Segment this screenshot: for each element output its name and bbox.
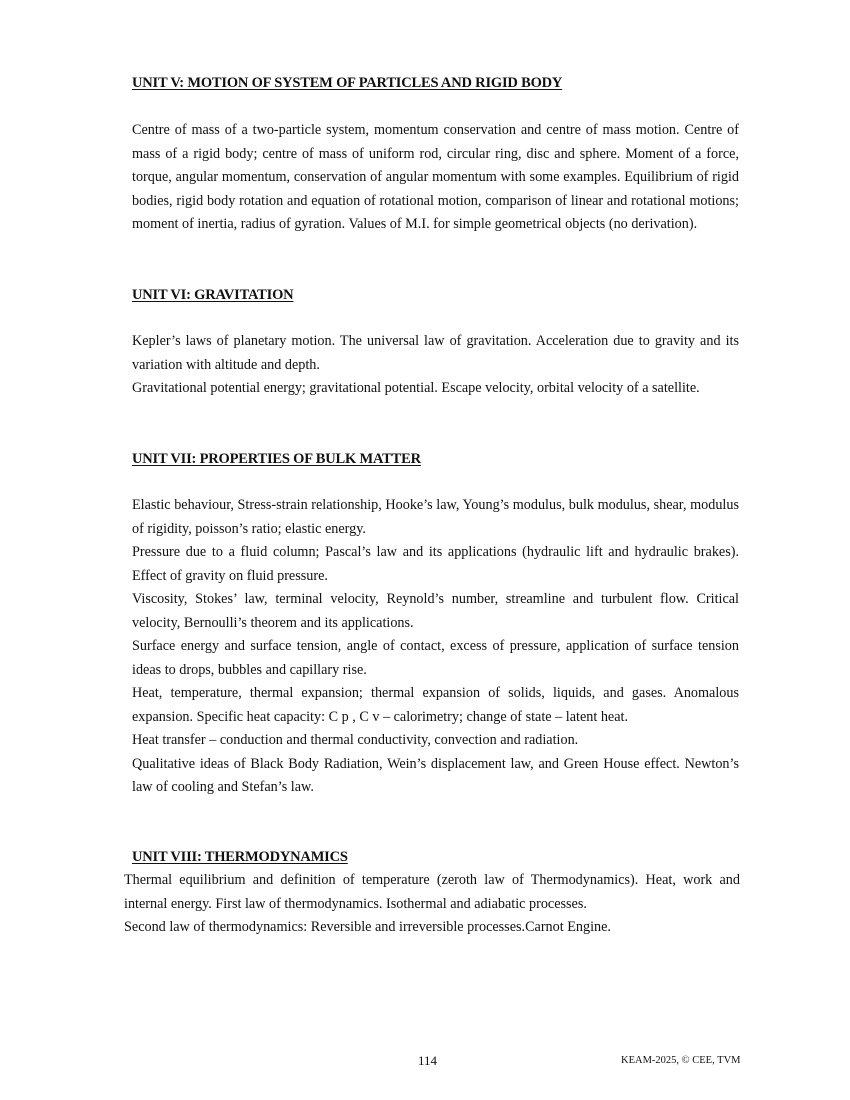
- unit-vii-paragraph-2: Pressure due to a fluid column; Pascal’s law and its applications (hydraulic lift and hydraulic brakes). Effect of gravity on fluid pressure.: [132, 544, 739, 584]
- unit-vii-paragraph-1: Elastic behaviour, Stress-strain relationship, Hooke’s law, Young’s modulus, bulk modulus, shear, modulus of rigidity, poisson’s ratio; elastic energy.: [132, 497, 739, 537]
- unit-viii-heading: UNIT VIII: THERMODYNAMICS: [132, 849, 348, 865]
- unit-v-paragraph-1: Centre of mass of a two-particle system, momentum conservation and centre of mass motion. Centre of mass of a rigid body; centre of mass of uniform rod, circular ring, disc and sphere. Moment of a force, torque, angular momentum, conservation of angular momentum with some examples. Equilibrium of rigid bodies, rigid body rotation and equation of rotational motion, comparison of linear and rotational motions; moment of inertia, radius of gyration. Values of M.I. for simple geometrical objects (no derivation).: [132, 122, 739, 232]
- unit-v-heading: UNIT V: MOTION OF SYSTEM OF PARTICLES AND RIGID BODY: [132, 75, 563, 91]
- unit-vi-heading: UNIT VI: GRAVITATION: [132, 287, 294, 303]
- unit-vii-paragraph-3: Viscosity, Stokes’ law, terminal velocity, Reynold’s number, streamline and turbulent flow. Critical velocity, Bernoulli’s theorem and its applications.: [132, 591, 739, 631]
- unit-viii-paragraph-2: Second law of thermodynamics: Reversible and irreversible processes.Carnot Engine.: [124, 919, 611, 935]
- unit-vii-body: [132, 494, 739, 800]
- unit-vii-paragraph-7: Qualitative ideas of Black Body Radiation, Wein’s displacement law, and Green House effect. Newton’s law of cooling and Stefan’s law.: [132, 755, 739, 795]
- unit-vi-paragraph-2: Gravitational potential energy; gravitational potential. Escape velocity, orbital velocity of a satellite.: [132, 380, 700, 396]
- unit-v-body: [132, 119, 739, 237]
- unit-viii-body: [124, 869, 740, 940]
- unit-vii-paragraph-6: Heat transfer – conduction and thermal conductivity, convection and radiation.: [132, 732, 579, 748]
- footer-copyright: KEAM-2025, © CEE, TVM: [621, 1055, 741, 1066]
- unit-vi-paragraph-1: Kepler’s laws of planetary motion. The universal law of gravitation. Acceleration due to gravity and its variation with altitude and depth.: [132, 333, 739, 373]
- page-number: 114: [418, 1053, 438, 1068]
- unit-vii-paragraph-4: Surface energy and surface tension, angle of contact, excess of pressure, application of surface tension ideas to drops, bubbles and capillary rise.: [132, 638, 739, 678]
- unit-viii-paragraph-1: Thermal equilibrium and definition of temperature (zeroth law of Thermodynamics). Heat, work and internal energy. First law of thermodynamics. Isothermal and adiabatic processes.: [124, 872, 740, 912]
- unit-vi-body: [132, 330, 739, 401]
- unit-vii-paragraph-5: Heat, temperature, thermal expansion; thermal expansion of solids, liquids, and gases. Anomalous expansion. Specific heat capacity: C p , C v – calorimetry; change of state – latent heat.: [132, 685, 739, 725]
- unit-vii-heading: UNIT VII: PROPERTIES OF BULK MATTER: [132, 451, 421, 467]
